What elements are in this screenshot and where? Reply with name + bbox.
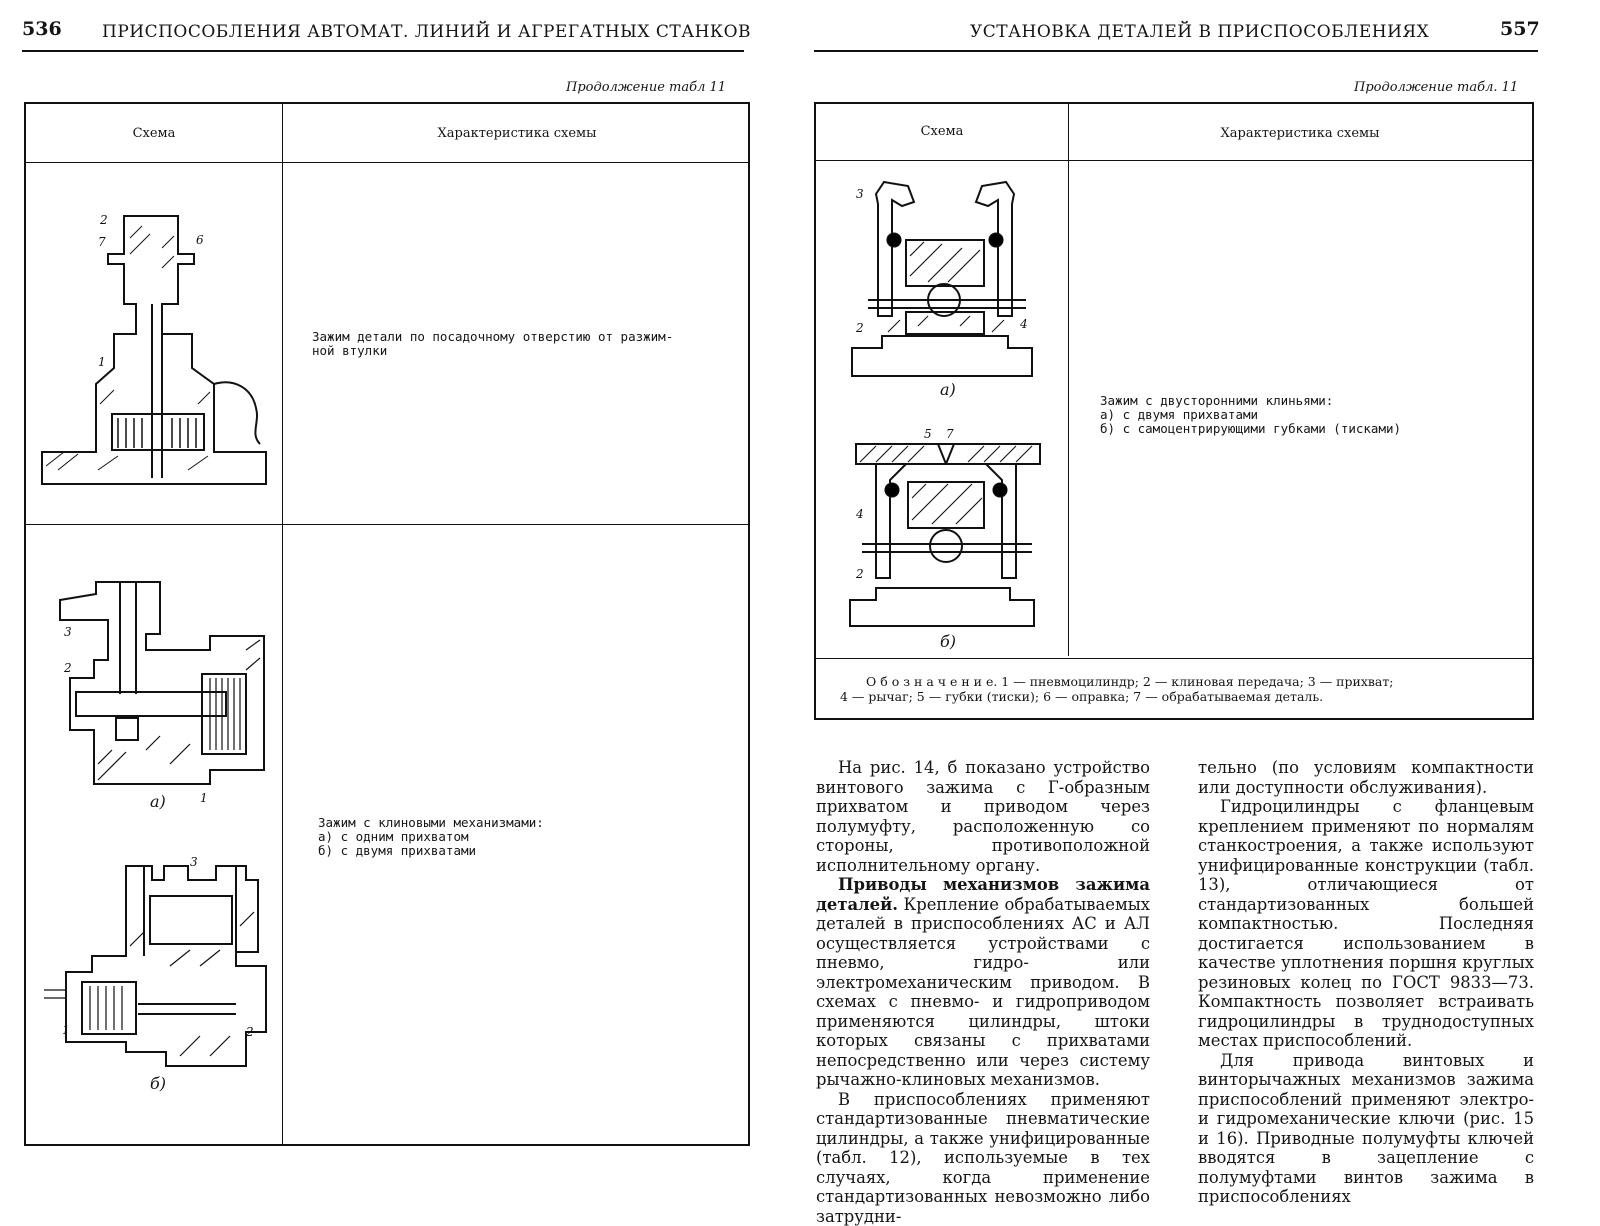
column-divider xyxy=(1068,104,1069,656)
row1-description: Зажим с двусторонними клиньями: а) с двумя прихватами б) с самоцентрирующими губками (тисками) xyxy=(1100,394,1401,436)
paragraph: В приспособлениях применяют стандартизованные пневматические цилиндры, а также унифицированные (табл. 12), используемые в тех случаях, когда применение стандартизованных невозможно либо затрудни- xyxy=(816,1090,1150,1226)
caption-a-left: а) xyxy=(150,792,166,811)
page-number-left: 536 xyxy=(22,18,62,40)
label: 3 xyxy=(856,187,864,201)
figure-double-wedge-a xyxy=(848,176,1044,386)
label: 7 xyxy=(98,235,106,249)
figure-self-centering-vise-b xyxy=(846,428,1046,634)
label: 6 xyxy=(196,233,204,247)
legend-line-1: О б о з н а ч е н и е. 1 — пневмоцилиндр; 2 — клиновая передача; 3 — прихват; xyxy=(866,674,1394,689)
legend-divider xyxy=(816,658,1532,659)
header-rule-left xyxy=(22,50,744,52)
paragraph: На рис. 14, б показано устройство винтового зажима с Г-образным прихватом и приводом через полумуфту, расположенную со стороны, противоположной исполнительному органу. xyxy=(816,758,1150,875)
header-divider xyxy=(816,160,1532,161)
page-number-right: 557 xyxy=(1500,18,1540,40)
header-divider xyxy=(26,162,748,163)
label: 1 xyxy=(62,1023,70,1037)
header-rule-right xyxy=(814,50,1538,52)
label: 4 xyxy=(1019,317,1028,331)
caption-b-right: б) xyxy=(940,632,956,651)
paragraph: тельно (по условиям компактности или доступности обслуживания). xyxy=(1198,758,1534,797)
label: 1 xyxy=(98,355,106,369)
label: 2 xyxy=(63,661,72,675)
table-continuation-right: Продолжение табл. 11 xyxy=(1354,80,1518,95)
running-head-left: ПРИСПОСОБЛЕНИЯ АВТОМАТ. ЛИНИЙ И АГРЕГАТНЫХ СТАНКОВ xyxy=(102,22,751,42)
row-divider xyxy=(26,524,748,525)
label: 1 xyxy=(200,791,208,805)
label: 2 xyxy=(245,1025,254,1039)
column-header-scheme: Схема xyxy=(816,124,1068,139)
column-divider xyxy=(282,104,283,1144)
label: 2 xyxy=(855,567,864,581)
paragraph xyxy=(816,875,1150,1090)
body-column-right xyxy=(1198,758,1534,1207)
caption-a-right: а) xyxy=(940,380,956,399)
table-continuation-left: Продолжение табл 11 xyxy=(566,80,726,95)
section-heading: Приводы механизмов зажима деталей. xyxy=(816,875,1150,914)
row2-description: Зажим с клиновыми механизмами: а) с одним прихватом б) с двумя прихватами xyxy=(318,816,544,858)
figure-wedge-clamp-a xyxy=(50,574,272,814)
paragraph: Для привода винтовых и винторычажных механизмов зажима приспособлений применяют электро- и гидромеханические ключи (рис. 15 и 16). Приводные полумуфты ключей вводятся в зацепление с полумуфтами винтов зажима в приспособлениях xyxy=(1198,1051,1534,1207)
paragraph: Гидроцилиндры с фланцевым креплением применяют по нормалям станкостроения, а также используют унифицированные конструкции (табл. 13), отличающиеся от стандартизованных большей компактностью. Последняя достигается использованием в качестве уплотнения поршня круглых резиновых колец по ГОСТ 9833—73. Компактность позволяет встраивать гидроцилиндры в труднодоступных местах приспособлений. xyxy=(1198,797,1534,1051)
running-head-right: УСТАНОВКА ДЕТАЛЕЙ В ПРИСПОСОБЛЕНИЯХ xyxy=(970,22,1429,42)
label: 4 xyxy=(855,507,864,521)
label: 2 xyxy=(99,213,108,227)
label: 3 xyxy=(64,625,72,639)
column-header-characteristic: Характеристика схемы xyxy=(282,126,752,141)
figure-wedge-clamp-b xyxy=(40,856,276,1096)
label: 3 xyxy=(190,856,198,869)
legend-line-2: 4 — рычаг; 5 — губки (тиски); 6 — оправка; 7 — обрабатываемая деталь. xyxy=(840,689,1323,704)
caption-b-left: б) xyxy=(150,1074,166,1093)
column-header-characteristic: Характеристика схемы xyxy=(1068,126,1532,141)
body-column-left xyxy=(816,758,1150,1226)
label: 7 xyxy=(946,428,954,441)
column-header-scheme: Схема xyxy=(26,126,282,141)
label: 5 xyxy=(924,428,932,441)
label: 2 xyxy=(855,321,864,335)
row1-description: Зажим детали по посадочному отверстию от разжим- ной втулки xyxy=(312,330,673,358)
paragraph-text: Крепление обрабатываемых деталей в приспособлениях АС и АЛ осуществляется устройствами с пневмо, гидро- или электромеханическим приводом. В схемах с пневмо- и гидроприводом применяются цилиндры, штоки которых связаны с прихватами непосредственно или через систему рычажно-клиновых механизмов. xyxy=(816,895,1150,1090)
figure-bushing-clamp xyxy=(38,208,278,486)
